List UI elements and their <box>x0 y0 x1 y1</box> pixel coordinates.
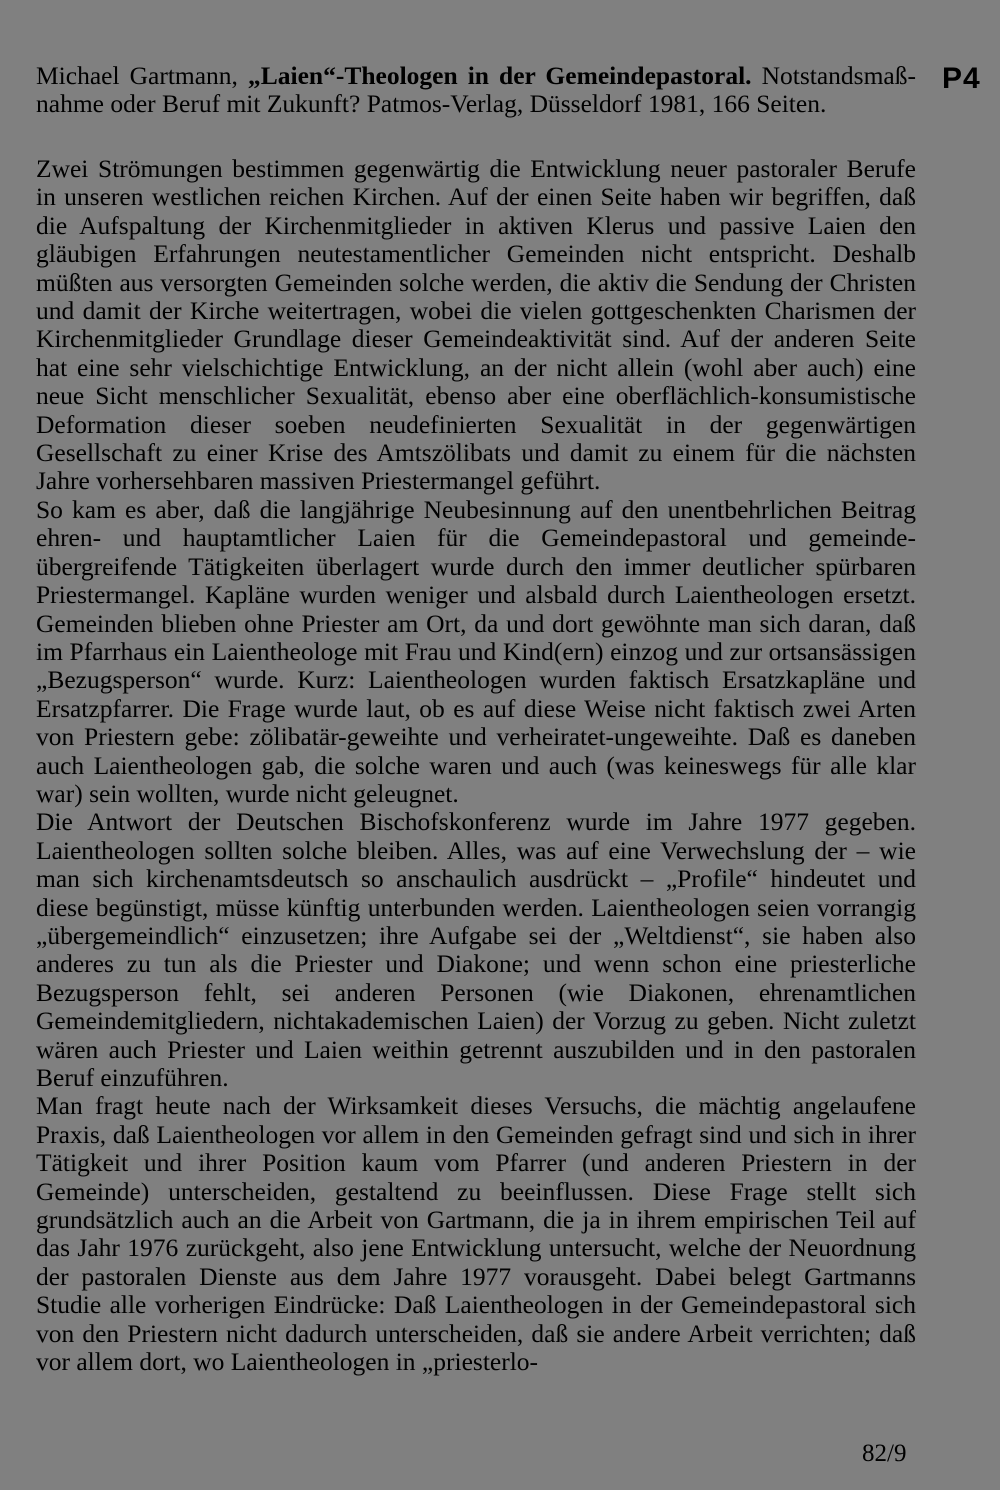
citation-subtitle: Notstandsmaßnahme oder Beruf mit Zukunft? Patmos-Verlag, Düsseldorf 1981, 166 Seiten. <box>36 61 916 118</box>
paragraph-1: Zwei Strömungen bestimmen gegenwärtig die Entwicklung neuer pastoraler Berufe in unseren westlichen reichen Kirchen. Auf der einen Seite haben wir begriffen, daß die Aufspaltung der Kirchenmitglieder in aktiven Klerus und passive Laien den gläubigen Erfahrungen neutestamentlicher Gemeinden nicht entspricht. Deshalb müßten aus versorgten Gemeinden solche werden, die aktiv die Sendung der Christen und damit der Kirche weitertragen, wobei die vielen gottgeschenkten Charismen der Kirchenmitglieder Grundlage dieser Gemeindeaktivität sind. Auf der anderen Seite hat eine sehr vielschichtige Entwicklung, an der nicht allein (wohl aber auch) eine neue Sicht menschlicher Sexualität, ebenso aber eine oberflächlich-konsumistische Deformation dieser soeben neudefinierten Sexualität in der gegenwärtigen Gesellschaft zu einer Krise des Amtszölibats und damit zu einem für die nächsten Jahre vorhersehbaren massiven Priestermangel geführt. <box>36 154 916 496</box>
paragraph-2: So kam es aber, daß die langjährige Neubesinnung auf den unentbehrlichen Beitrag ehren- und hauptamtlicher Laien für die Gemeindepastoral und gemeindeübergreifende Tätigkeiten überlagert wurde durch den immer deutlicher spürbaren Priestermangel. Kapläne wurden weniger und alsbald durch Laientheologen ersetzt. Gemeinden blieben ohne Priester am Ort, da und dort gewöhnte man sich daran, daß im Pfarrhaus ein Laientheologe mit Frau und Kind(ern) einzog und zur ortsansässigen „Bezugsperson“ wurde. Kurz: Laientheologen wurden faktisch Ersatzkapläne und Ersatzpfarrer. Die Frage wurde laut, ob es auf diese Weise nicht faktisch zwei Arten von Priestern gebe: zölibatär-geweihte und verheiratet-ungeweihte. Daß es daneben auch Laientheologen gab, die solche waren und auch (was keineswegs für alle klar war) sein wollten, wurde nicht geleugnet. <box>36 494 916 808</box>
paragraph-3: Die Antwort der Deutschen Bischofskonferenz wurde im Jahre 1977 gegeben. Laientheologen sollten solche bleiben. Alles, was auf eine Verwechslung der – wie man sich kirchenamtsdeutsch so anschaulich ausdrückt – „Profile“ hindeutet und diese begünstigt, müsse künftig unterbunden werden. Laientheologen seien vorrangig „übergemeindlich“ einzusetzen; ihre Aufgabe sei der „Weltdienst“, sie haben also anderes zu tun als die Priester und Diakone; und wenn schon eine priesterliche Bezugsperson fehlt, sei anderen Personen (wie Diakonen, ehrenamtlichen Gemeindemitgliedern, nichtakademischen Laien) der Vorzug zu geben. Nicht zuletzt wären auch Priester und Laien weithin getrennt auszubilden und in den pastoralen Beruf einzuführen. <box>36 807 916 1092</box>
citation-header <box>36 62 916 118</box>
review-body <box>36 155 916 1376</box>
citation-author: Michael Gartmann, <box>36 61 248 90</box>
citation-title: „Laien“-Theologen in der Gemeindepastoral. <box>247 61 752 90</box>
paragraph-4: Man fragt heute nach der Wirksamkeit dieses Versuchs, die mächtig angelaufene Praxis, daß Laientheologen vor allem in den Gemeinden gefragt sind und sich in ihrer Tätigkeit und ihrer Position kaum vom Pfarrer (und anderen Priestern in der Gemeinde) unterscheiden, gestaltend zu beeinflussen. Diese Frage stellt sich grundsätzlich auch an die Arbeit von Gartmann, die ja in ihrem empirischen Teil auf das Jahr 1976 zurückgeht, also jene Entwicklung untersucht, welche der Neuordnung der pastoralen Dienste aus dem Jahre 1977 vorausgeht. Dabei belegt Gartmanns Studie alle vorherigen Eindrücke: Daß Laientheologen in der Gemeindepastoral sich von den Priestern nicht dadurch unterscheiden, daß sie andere Arbeit verrichten; daß vor allem dort, wo Laientheologen in „priesterlo- <box>36 1091 916 1377</box>
page-number: 82/9 <box>862 1440 907 1467</box>
section-badge: P4 <box>942 62 981 95</box>
